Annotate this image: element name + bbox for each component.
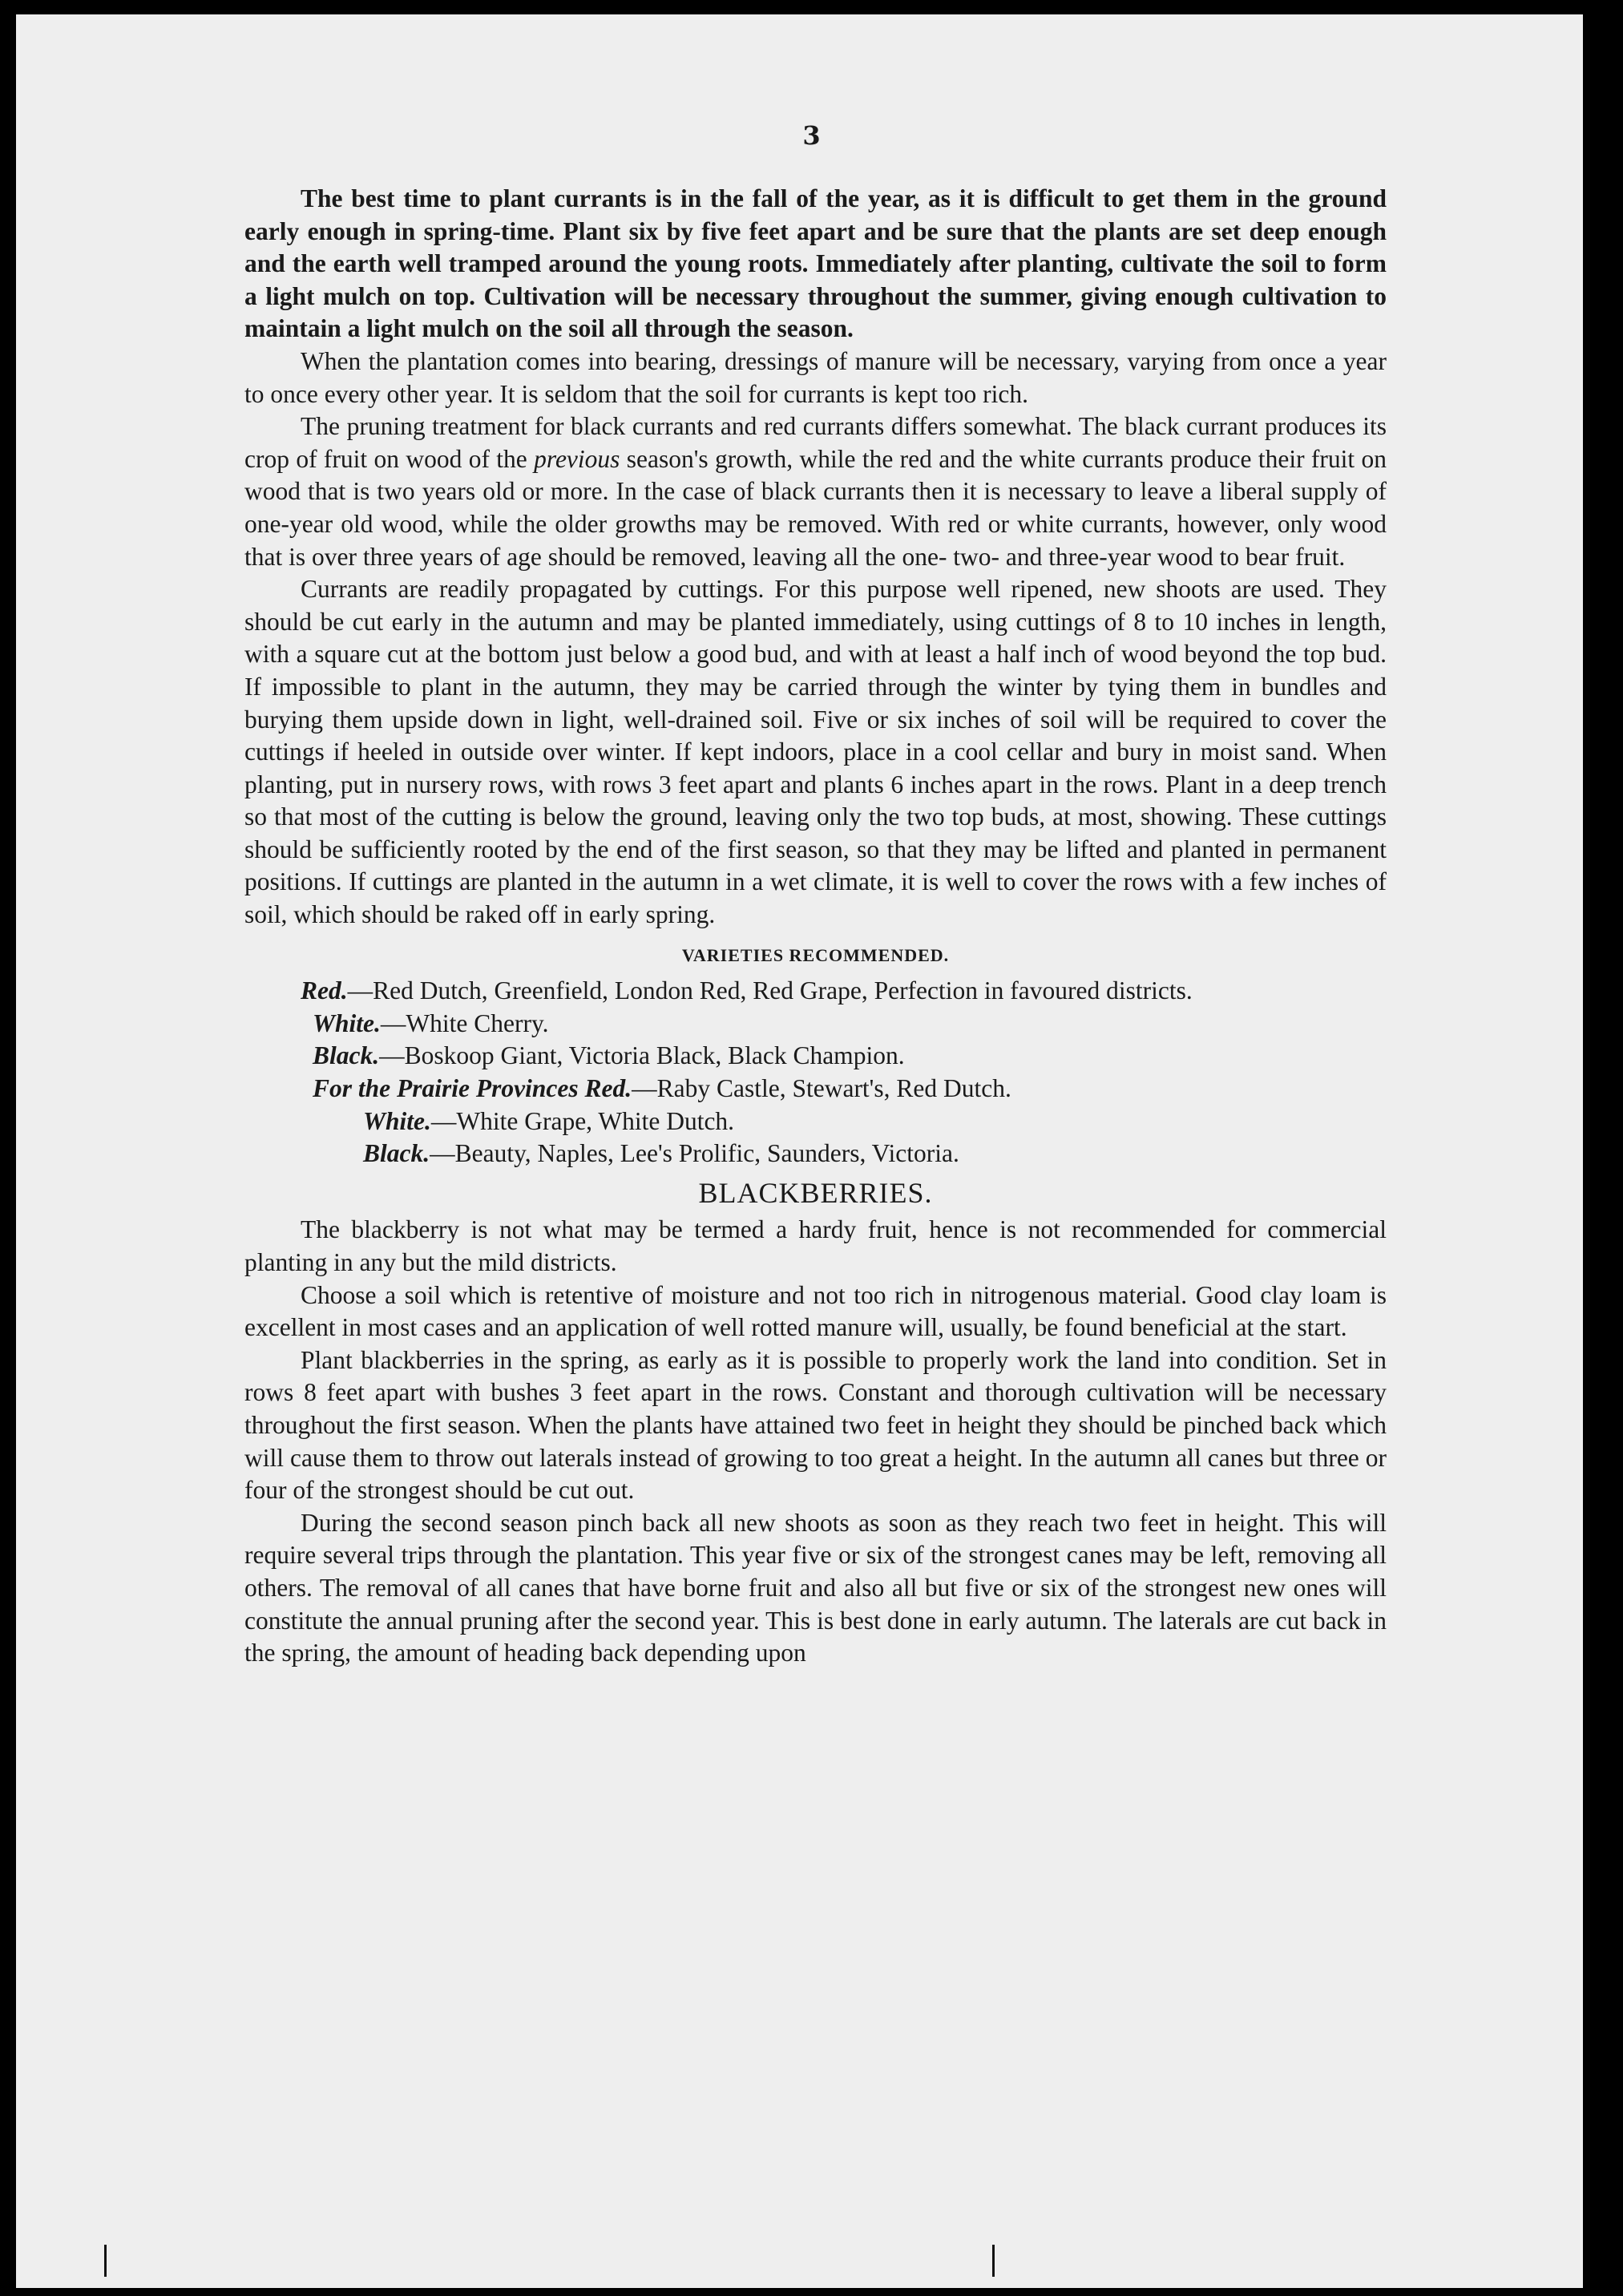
blackberries-paragraph-3: Plant blackberries in the spring, as early as it is possible to properly work the land into condition. Set in rows 8 feet apart with bushes 3 feet apart in the rows. Constant and thorough cultivation will be necessary throughout the first season. When the plants have attained two feet in height they should be pinched back which will cause them to throw out laterals instead of growing to too great a height. In the autumn all canes but three or four of the strongest should be cut out.: [244, 1345, 1387, 1505]
variety-prairie-red-label: For the Prairie Provinces Red.: [313, 1074, 632, 1103]
variety-black-text: —Boskoop Giant, Victoria Black, Black Champion.: [379, 1041, 905, 1070]
page-body: [244, 183, 1387, 1670]
blackberries-paragraph-2: Choose a soil which is retentive of moisture and not too rich in nitrogenous material. Good clay loam is excellent in most cases and an application of well rotted manure will, usually, be found beneficial at the start.: [244, 1280, 1387, 1342]
variety-prairie-white: [244, 1106, 1387, 1138]
variety-black-label: Black.: [313, 1041, 380, 1070]
variety-white-text: —White Cherry.: [380, 1009, 549, 1037]
blackberries-paragraph-1: The blackberry is not what may be termed a hardy fruit, hence is not recommended for commercial planting in any but the mild districts.: [244, 1215, 1387, 1276]
variety-prairie-white-label: White.: [363, 1106, 431, 1135]
blackberries-paragraph-4: During the second season pinch back all new shoots as soon as they reach two feet in height. This will require several trips through the plantation. This year five or six of the strongest canes may be left, removing all others. The removal of all canes that have borne fruit and also all but five or six of the strongest new ones will constitute the annual pruning after the second year. This is best done in early autumn. The laterals are cut back in the spring, the amount of heading back depending upon: [244, 1508, 1387, 1667]
varieties-heading: VARIETIES RECOMMENDED.: [681, 944, 950, 965]
variety-prairie-red-text: —Raby Castle, Stewart's, Red Dutch.: [632, 1074, 1011, 1103]
variety-prairie-black-text: —Beauty, Naples, Lee's Prolific, Saunders, Victoria.: [430, 1139, 959, 1168]
page-number: 3: [802, 120, 821, 151]
currants-paragraph-1: The best time to plant currants is in the fall of the year, as it is difficult to get them in the ground early enough in spring-time. Plant six by five feet apart and be sure that the plants are set deep enough and the earth well tramped around the young roots. Immediately after planting, cultivate the soil to form a light mulch on top. Cultivation will be necessary throughout the summer, giving enough cultivation to maintain a light mulch on the soil all through the season.: [244, 184, 1387, 343]
emphasis-previous: previous: [534, 444, 620, 473]
section-title-blackberries: BLACKBERRIES.: [698, 1176, 933, 1209]
variety-prairie-red: [244, 1073, 1387, 1106]
scan-mark-center: [992, 2245, 995, 2277]
variety-black: [244, 1040, 1387, 1073]
variety-red: [244, 975, 1387, 1008]
variety-prairie-black: [244, 1138, 1387, 1170]
variety-white: [244, 1008, 1387, 1041]
variety-white-label: White.: [313, 1009, 381, 1037]
variety-prairie-black-label: Black.: [363, 1139, 430, 1168]
currants-paragraph-3: [244, 410, 1387, 573]
currants-paragraph-3-part-a: The pruning treatment for black currants and red currants differs somewhat. The black currant produces its crop of fruit on wood of the: [244, 412, 1387, 473]
variety-prairie-white-text: —White Grape, White Dutch.: [430, 1106, 735, 1135]
scan-mark-left: [104, 2245, 107, 2277]
currants-paragraph-2: When the plantation comes into bearing, dressings of manure will be necessary, varying from once a year to once every other year. It is seldom that the soil for currants is kept too rich.: [244, 346, 1387, 408]
variety-red-text: —Red Dutch, Greenfield, London Red, Red Grape, Perfection in favoured districts.: [347, 976, 1193, 1005]
currants-paragraph-4: Currants are readily propagated by cuttings. For this purpose well ripened, new shoots are used. They should be cut early in the autumn and may be planted immediately, using cuttings of 8 to 10 inches in length, with a square cut at the bottom just below a good bud, and with at least a half inch of wood beyond the top bud. If impossible to plant in the autumn, they may be carried through the winter by tying them in bundles and burying them upside down in light, well-drained soil. Five or six inches of soil will be required to cover the cuttings if heeled in outside over winter. If kept indoors, place in a cool cellar and bury in moist sand. When planting, put in nursery rows, with rows 3 feet apart and plants 6 inches apart in the rows. Plant in a deep trench so that most of the cutting is below the ground, leaving only the two top buds, at most, showing. These cuttings should be sufficiently rooted by the end of the first season, so that they may be lifted and planted in permanent positions. If cuttings are planted in the autumn in a wet climate, it is well to cover the rows with a few inches of soil, which should be raked off in early spring.: [244, 575, 1387, 929]
variety-red-label: Red.: [301, 976, 348, 1005]
scan-edge: [1583, 0, 1623, 2296]
currants-paragraph-3-part-b: season's growth, while the red and the white currants produce their fruit on wood that is two years old or more. In the case of black currants then it is necessary to leave a liberal supply of one-year old wood, while the older growths may be removed. With red or white currants, however, only wood that is over three years of age should be removed, leaving all the one- two- and three-year wood to bear fruit.: [244, 444, 1387, 571]
